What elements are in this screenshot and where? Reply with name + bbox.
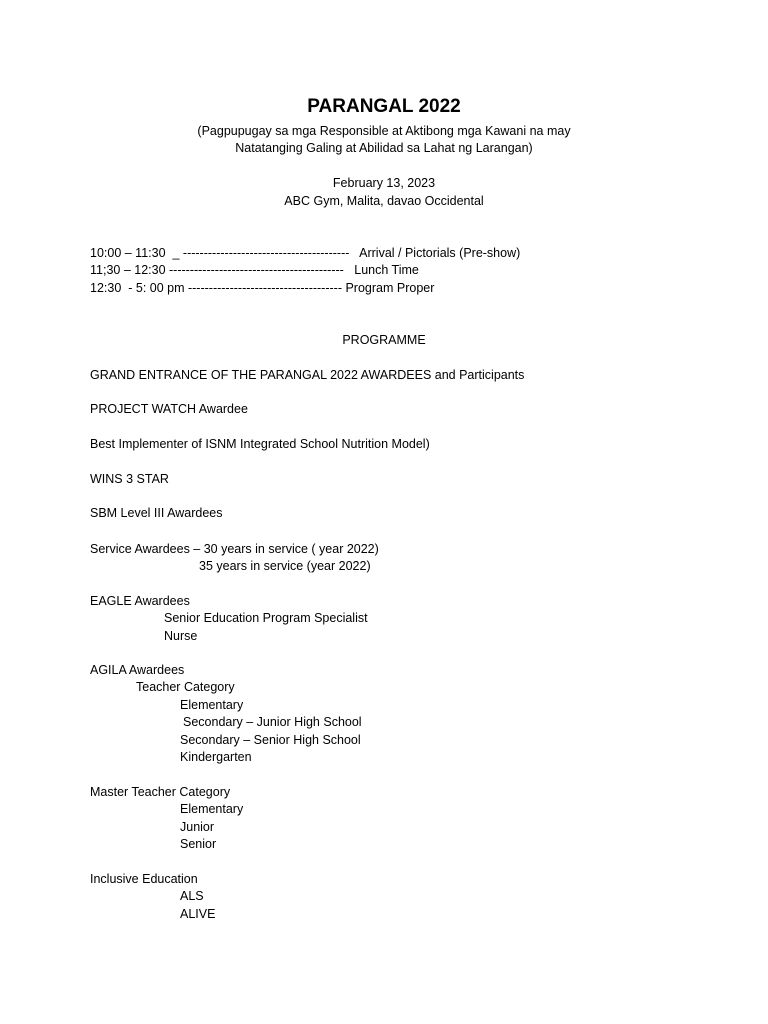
agila-awardees: AGILA Awardees — [90, 663, 185, 677]
service-awardees: Service Awardees – 30 years in service ( year 2022) — [90, 542, 379, 556]
event-venue: ABC Gym, Malita, davao Occidental — [284, 194, 484, 208]
event-date: February 13, 2023 — [332, 176, 436, 190]
inclusive-education: Inclusive Education — [90, 872, 198, 886]
service-35-years: 35 years in service (year 2022) — [199, 559, 371, 573]
programme-heading: PROGRAMME — [342, 333, 426, 347]
grand-entrance: GRAND ENTRANCE OF THE PARANGAL 2022 AWARDEES and Participants — [90, 368, 525, 382]
eagle-item: Senior Education Program Specialist — [164, 611, 368, 625]
schedule-line-arrival: 10:00 – 11:30 _ ---------------------------------------- Arrival / Pictorials (Pre-show) — [90, 246, 521, 260]
teacher-category: Teacher Category — [136, 680, 235, 694]
master-teacher-category: Master Teacher Category — [90, 785, 231, 799]
subtitle-line-1: (Pagpupugay sa mga Responsible at Aktibong mga Kawani na may — [197, 124, 571, 138]
document-title: PARANGAL 2022 — [307, 96, 461, 117]
inclusive-item: ALIVE — [180, 907, 216, 921]
subtitle-line-2: Natatanging Galing at Abilidad sa Lahat ng Larangan) — [235, 141, 533, 155]
eagle-item: Nurse — [164, 629, 198, 643]
eagle-awardees: EAGLE Awardees — [90, 594, 190, 608]
best-implementer: Best Implementer of ISNM Integrated School Nutrition Model) — [90, 437, 430, 451]
master-item: Senior — [180, 837, 217, 851]
teacher-item: Kindergarten — [180, 750, 252, 764]
wins-3-star: WINS 3 STAR — [90, 472, 169, 486]
schedule-line-program: 12:30 - 5: 00 pm ------------------------------------- Program Proper — [90, 281, 435, 295]
schedule-line-lunch: 11;30 – 12:30 ------------------------------------------ Lunch Time — [90, 263, 419, 277]
master-item: Elementary — [180, 802, 244, 816]
teacher-item: Secondary – Senior High School — [180, 733, 361, 747]
project-watch: PROJECT WATCH Awardee — [90, 402, 248, 416]
teacher-item: Elementary — [180, 698, 244, 712]
master-item: Junior — [180, 820, 215, 834]
teacher-item: Secondary – Junior High School — [183, 715, 362, 729]
inclusive-item: ALS — [180, 889, 204, 903]
sbm-level-3: SBM Level III Awardees — [90, 506, 223, 520]
